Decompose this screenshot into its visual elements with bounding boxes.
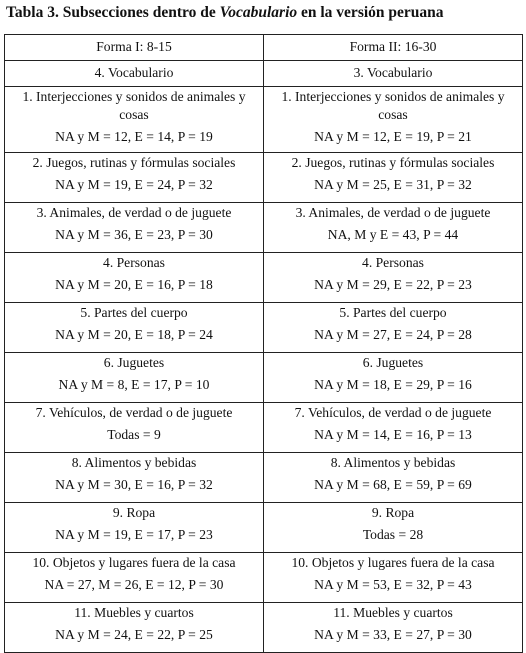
- subsection-title: 11. Muebles y cuartos: [74, 605, 194, 620]
- section-label-forma-ii: 3. Vocabulario: [264, 61, 523, 87]
- subsection-counts: NA y M = 27, E = 24, P = 28: [314, 327, 472, 342]
- table-section-row: [5, 61, 523, 87]
- subsection-title: 2. Juegos, rutinas y fórmulas sociales: [32, 155, 236, 170]
- subsection-title: 2. Juegos, rutinas y fórmulas sociales: [291, 155, 495, 170]
- forma-i-cell: [5, 603, 264, 653]
- forma-ii-cell: [264, 253, 523, 303]
- subsection-title: 8. Alimentos y bebidas: [330, 455, 456, 470]
- subsection-counts: NA y M = 19, E = 24, P = 32: [55, 177, 213, 192]
- forma-i-cell: [5, 353, 264, 403]
- subsection-title: 4. Personas: [362, 255, 424, 270]
- forma-i-cell: [5, 153, 264, 203]
- forma-i-cell: [5, 553, 264, 603]
- subsection-title: 8. Alimentos y bebidas: [71, 455, 197, 470]
- subsection-title: 7. Vehículos, de verdad o de juguete: [294, 405, 492, 420]
- subsection-counts: NA y M = 53, E = 32, P = 43: [314, 577, 472, 592]
- subsection-counts: NA y M = 12, E = 14, P = 19: [55, 129, 213, 144]
- forma-ii-cell: [264, 603, 523, 653]
- subsection-counts: NA y M = 29, E = 22, P = 23: [314, 277, 472, 292]
- table-row: [5, 87, 523, 153]
- caption-text-italic: Vocabulario: [219, 4, 298, 21]
- table-row: [5, 203, 523, 253]
- forma-ii-cell: [264, 153, 523, 203]
- subsection-title: 1. Interjecciones y sonidos de animales y cosas: [281, 89, 505, 122]
- subsection-counts: NA y M = 24, E = 22, P = 25: [55, 627, 213, 642]
- table-row: [5, 453, 523, 503]
- table-row: [5, 503, 523, 553]
- forma-ii-cell: [264, 303, 523, 353]
- table-row: [5, 253, 523, 303]
- table-row: [5, 153, 523, 203]
- forma-i-cell: [5, 503, 264, 553]
- subsection-title: 3. Animales, de verdad o de juguete: [295, 205, 491, 220]
- subsection-counts: NA y M = 68, E = 59, P = 69: [314, 477, 472, 492]
- subsection-title: 10. Objetos y lugares fuera de la casa: [291, 555, 495, 570]
- subsection-counts: NA y M = 8, E = 17, P = 10: [58, 377, 210, 392]
- subsection-counts: NA, M y E = 43, P = 44: [327, 227, 459, 242]
- vocabulary-subsections-table: [4, 34, 523, 653]
- subsection-counts: NA y M = 20, E = 16, P = 18: [55, 277, 213, 292]
- forma-i-cell: [5, 453, 264, 503]
- subsection-title: 9. Ropa: [112, 505, 156, 520]
- forma-i-cell: [5, 303, 264, 353]
- table-row: [5, 553, 523, 603]
- subsection-counts: NA y M = 30, E = 16, P = 32: [55, 477, 213, 492]
- subsection-title: 6. Juguetes: [103, 355, 165, 370]
- subsection-title: 5. Partes del cuerpo: [80, 305, 188, 320]
- table-row: [5, 353, 523, 403]
- forma-ii-cell: [264, 553, 523, 603]
- subsection-title: 11. Muebles y cuartos: [333, 605, 453, 620]
- subsection-counts: NA y M = 12, E = 19, P = 21: [314, 129, 472, 144]
- subsection-counts: NA y M = 20, E = 18, P = 24: [55, 327, 213, 342]
- forma-ii-cell: [264, 503, 523, 553]
- subsection-title: 4. Personas: [103, 255, 165, 270]
- subsection-title: 7. Vehículos, de verdad o de juguete: [35, 405, 233, 420]
- forma-ii-cell: [264, 353, 523, 403]
- subsection-title: 9. Ropa: [371, 505, 415, 520]
- subsection-counts: NA y M = 33, E = 27, P = 30: [314, 627, 472, 642]
- forma-i-cell: [5, 87, 264, 153]
- section-label-forma-i: 4. Vocabulario: [5, 61, 264, 87]
- forma-ii-cell: [264, 453, 523, 503]
- forma-i-cell: [5, 403, 264, 453]
- column-header-forma-ii: Forma II: 16-30: [264, 35, 523, 61]
- forma-ii-cell: [264, 403, 523, 453]
- forma-ii-cell: [264, 203, 523, 253]
- subsection-counts: Todas = 28: [362, 527, 424, 542]
- table-caption: [6, 3, 444, 23]
- subsection-title: 6. Juguetes: [362, 355, 424, 370]
- subsection-counts: NA y M = 36, E = 23, P = 30: [55, 227, 213, 242]
- forma-i-cell: [5, 203, 264, 253]
- table-row: [5, 303, 523, 353]
- subsection-counts: NA = 27, M = 26, E = 12, P = 30: [44, 577, 224, 592]
- subsection-title: 5. Partes del cuerpo: [339, 305, 447, 320]
- subsection-title: 3. Animales, de verdad o de juguete: [36, 205, 232, 220]
- caption-text-after: en la versión peruana: [301, 4, 444, 21]
- subsection-counts: Todas = 9: [107, 427, 161, 442]
- subsection-title: 1. Interjecciones y sonidos de animales y cosas: [22, 89, 246, 122]
- caption-label: Tabla 3.: [6, 4, 59, 21]
- column-header-forma-i: Forma I: 8-15: [5, 35, 264, 61]
- subsection-counts: NA y M = 18, E = 29, P = 16: [314, 377, 472, 392]
- subsection-counts: NA y M = 19, E = 17, P = 23: [55, 527, 213, 542]
- forma-i-cell: [5, 253, 264, 303]
- caption-text-before: Subsecciones dentro de: [62, 4, 216, 21]
- subsection-counts: NA y M = 14, E = 16, P = 13: [314, 427, 472, 442]
- subsection-counts: NA y M = 25, E = 31, P = 32: [314, 177, 472, 192]
- forma-ii-cell: [264, 87, 523, 153]
- table-row: [5, 603, 523, 653]
- table-header-row: [5, 35, 523, 61]
- subsection-title: 10. Objetos y lugares fuera de la casa: [32, 555, 236, 570]
- table-row: [5, 403, 523, 453]
